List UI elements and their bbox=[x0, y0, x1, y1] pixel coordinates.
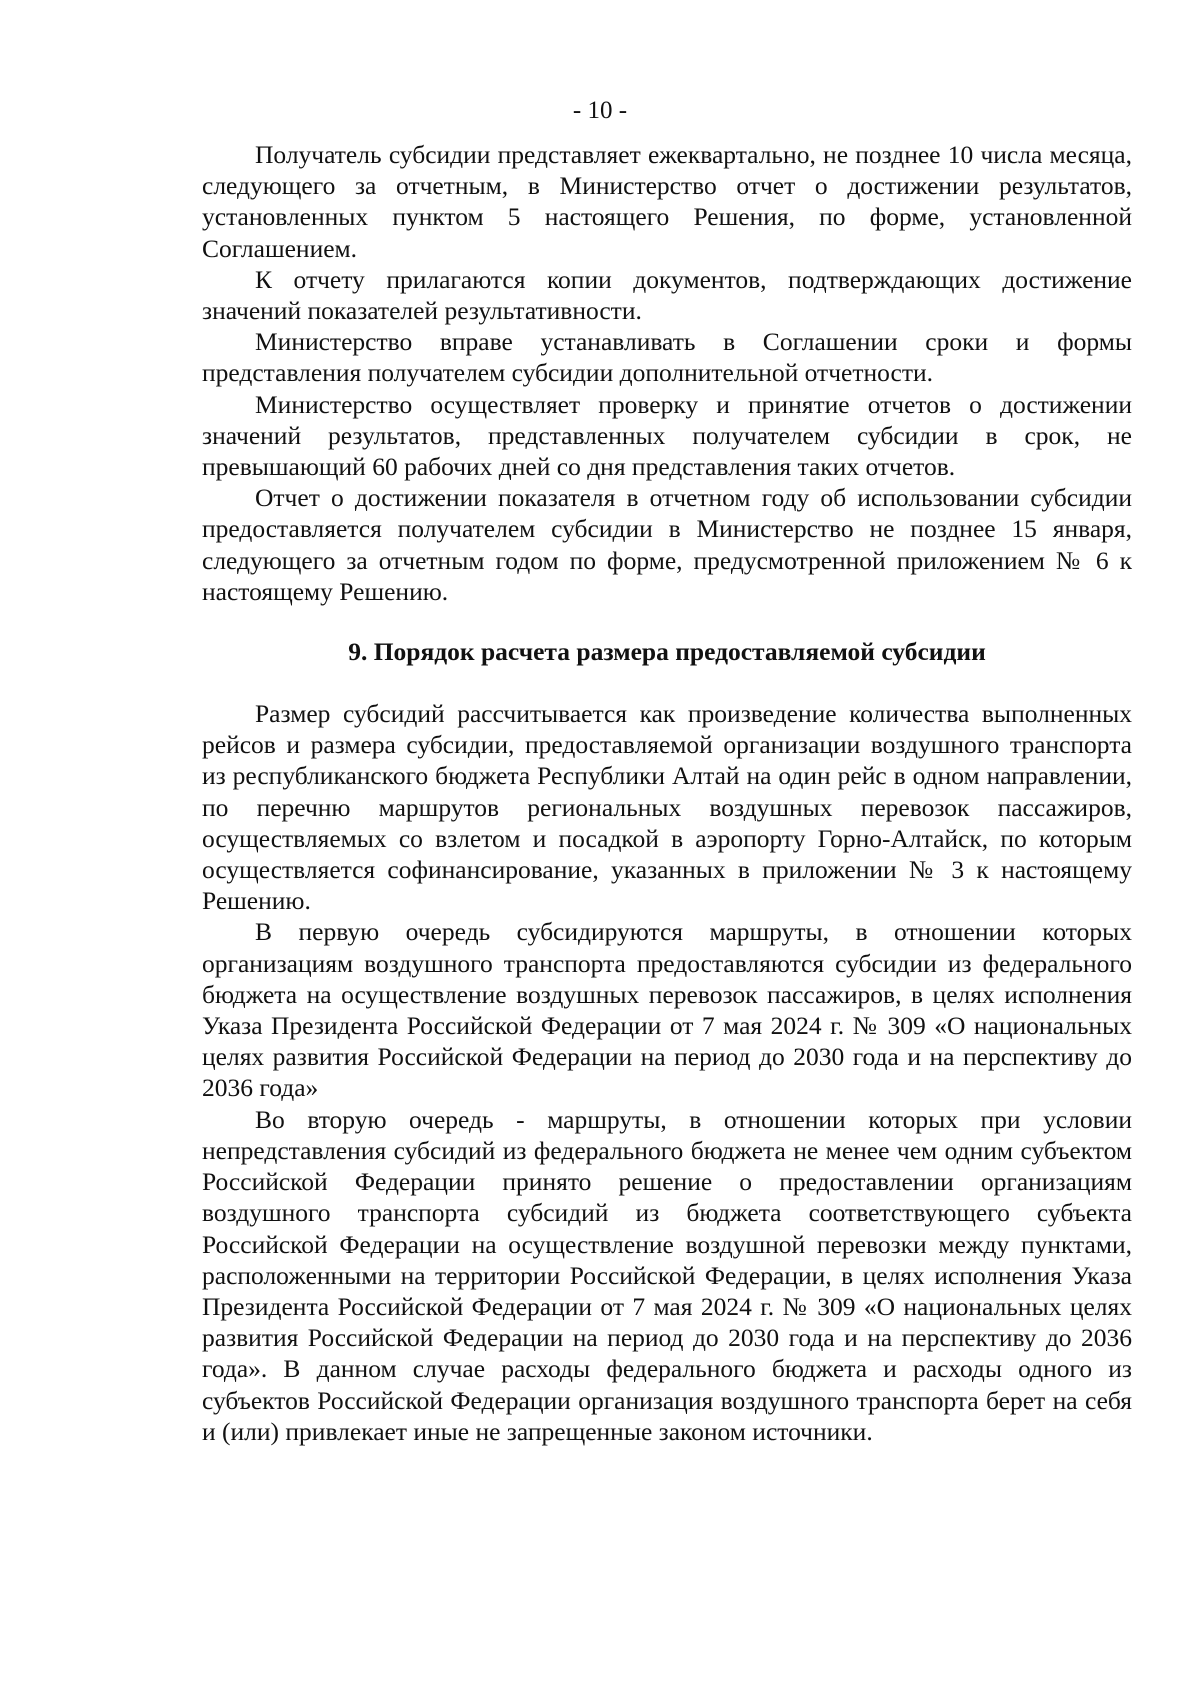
paragraph: Отчет о достижении показателя в отчетном году об использовании субсидии предоставляется получателем субсидии в Министерство не позднее 15 января, следующего за отчетным годом по форме, предусмотренной приложением № 6 к настоящему Решению. bbox=[202, 483, 1132, 606]
paragraph: Размер субсидий рассчитывается как произведение количества выполненных рейсов и размера субсидии, предоставляемой организации воздушного транспорта из республиканского бюджета Республики Алтай на один рейс в одном направлении, по перечню маршрутов региональных воздушных перевозок пассажиров, осуществляемых со взлетом и посадкой в аэропорту Горно-Алтайск, по которым осуществляется софинансирование, указанных в приложении № 3 к настоящему Решению. bbox=[202, 699, 1132, 916]
document-body bbox=[202, 139, 1132, 1447]
paragraph: К отчету прилагаются копии документов, подтверждающих достижение значений показателей результативности. bbox=[202, 264, 1132, 326]
paragraph: Получатель субсидии представляет ежеквартально, не позднее 10 числа месяца, следующего за отчетным, в Министерство отчет о достижении результатов, установленных пунктом 5 настоящего Решения, по форме, установленной Соглашением. bbox=[202, 140, 1132, 263]
page-number: - 10 - bbox=[572, 97, 628, 124]
paragraph: Во вторую очередь - маршруты, в отношении которых при условии непредставления субсидий из федерального бюджета не менее чем одним субъектом Российской Федерации принято решение о предоставлении организациям воздушного транспорта субсидий из бюджета соответствующего субъекта Российской Федерации на осуществление воздушной перевозки между пунктами, расположенными на территории Российской Федерации, в целях исполнения Указа Президента Российской Федерации от 7 мая 2024 г. № 309 «О национальных целях развития Российской Федерации на период до 2030 года и на перспективу до 2036 года». В данном случае расходы федерального бюджета и расходы одного из субъектов Российской Федерации организация воздушного транспорта берет на себя и (или) привлекает иные не запрещенные законом источники. bbox=[202, 1104, 1132, 1446]
paragraph: В первую очередь субсидируются маршруты, в отношении которых организациям воздушного транспорта предоставляются субсидии из федерального бюджета на осуществление воздушных перевозок пассажиров, в целях исполнения Указа Президента Российской Федерации от 7 мая 2024 г. № 309 «О национальных целях развития Российской Федерации на период до 2030 года и на перспективу до 2036 года» bbox=[202, 917, 1132, 1103]
section-heading: 9. Порядок расчета размера предоставляемой субсидии bbox=[348, 637, 986, 667]
paragraph: Министерство вправе устанавливать в Соглашении сроки и формы представления получателем субсидии дополнительной отчетности. bbox=[202, 327, 1132, 388]
paragraph: Министерство осуществляет проверку и принятие отчетов о достижении значений результатов, представленных получателем субсидии в срок, не превышающий 60 рабочих дней со дня представления таких отчетов. bbox=[202, 389, 1132, 482]
